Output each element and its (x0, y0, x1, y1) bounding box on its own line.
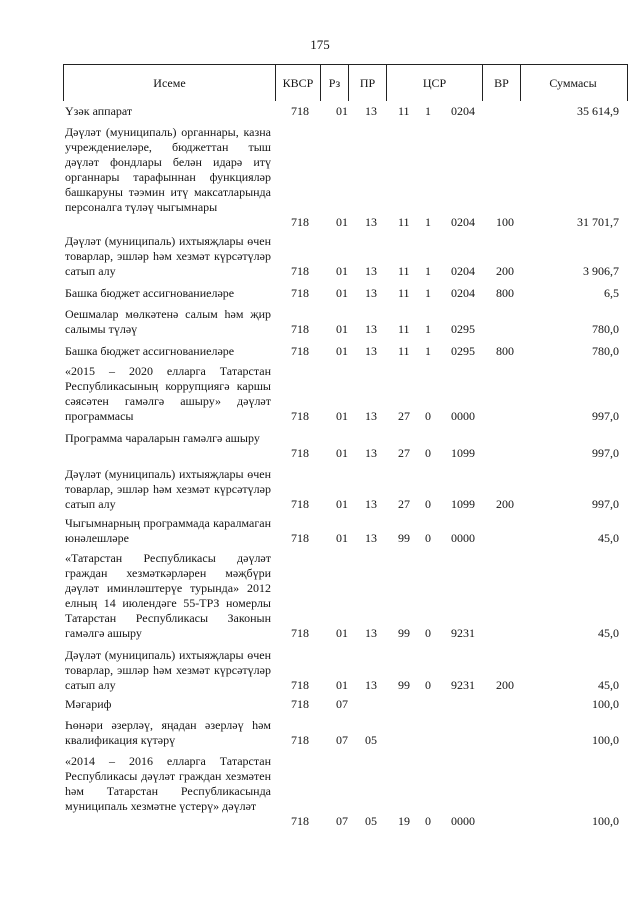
cell-csr-program: 99 (398, 678, 410, 692)
cell-name: «Татарстан Республикасы дәүләт граждан хезмәткәрләрен мәҗбүри дәүләт иминләштерүе турында» 2012 елның 14 июлендәге 55-ТРЗ номерлы Татарстан Республикасы Законын гамәлгә ашыру (65, 551, 271, 640)
cell-sum: 35 614,9 (577, 104, 619, 118)
cell-kvsr: 718 (291, 678, 309, 692)
cell-name: Программа чараларын гамәлгә ашыру (65, 431, 260, 445)
cell-csr-program: 99 (398, 531, 410, 545)
cell-pr: 13 (365, 531, 377, 545)
cell-csr-direction: 0204 (451, 264, 475, 278)
cell-csr-subprogram: 0 (425, 446, 431, 460)
cell-kvsr: 718 (291, 215, 309, 229)
cell-csr-program: 27 (398, 409, 410, 423)
header-sum: Суммасы (549, 75, 597, 90)
cell-name: Чыгымнарның программада каралмаган юнәлешләре (65, 516, 271, 545)
cell-csr-direction: 0295 (451, 344, 475, 358)
cell-csr-subprogram: 0 (425, 531, 431, 545)
cell-kvsr: 718 (291, 286, 309, 300)
cell-csr-program: 27 (398, 446, 410, 460)
cell-vr: 200 (496, 264, 514, 278)
cell-csr-direction: 9231 (451, 678, 475, 692)
cell-rz: 01 (336, 286, 348, 300)
cell-kvsr: 718 (291, 409, 309, 423)
cell-csr-subprogram: 1 (425, 264, 431, 278)
cell-pr: 13 (365, 344, 377, 358)
cell-kvsr: 718 (291, 531, 309, 545)
cell-rz: 01 (336, 215, 348, 229)
cell-pr: 13 (365, 322, 377, 336)
cell-rz: 01 (336, 264, 348, 278)
cell-vr: 800 (496, 344, 514, 358)
cell-vr: 200 (496, 497, 514, 511)
cell-pr: 13 (365, 678, 377, 692)
cell-kvsr: 718 (291, 446, 309, 460)
cell-csr-subprogram: 0 (425, 626, 431, 640)
cell-sum: 997,0 (592, 409, 619, 423)
cell-sum: 31 701,7 (577, 215, 619, 229)
page-number: 175 (310, 37, 330, 52)
cell-kvsr: 718 (291, 497, 309, 511)
cell-kvsr: 718 (291, 264, 309, 278)
cell-rz: 01 (336, 678, 348, 692)
cell-pr: 13 (365, 497, 377, 511)
cell-rz: 01 (336, 446, 348, 460)
cell-name: Башка бюджет ассигнованиеләре (65, 344, 235, 358)
cell-csr-direction: 0000 (451, 814, 475, 828)
cell-name: Оешмалар мөлкәтенә салым һәм җир салымы түләү (65, 307, 271, 336)
cell-csr-program: 11 (398, 215, 410, 229)
cell-csr-subprogram: 1 (425, 104, 431, 118)
cell-name: Үзәк аппарат (65, 104, 133, 118)
cell-csr-subprogram: 1 (425, 286, 431, 300)
cell-rz: 07 (336, 814, 348, 828)
cell-csr-program: 11 (398, 264, 410, 278)
cell-csr-subprogram: 1 (425, 215, 431, 229)
cell-pr: 13 (365, 264, 377, 278)
cell-csr-program: 11 (398, 286, 410, 300)
header-csr: ЦСР (387, 65, 483, 101)
cell-name: Дәүләт (муниципаль) ихтыяҗлары өчен товарлар, эшләр һәм хезмәт күрсәтүләр сатып алу (65, 234, 271, 278)
cell-csr-program: 11 (398, 344, 410, 358)
cell-pr: 13 (365, 409, 377, 423)
cell-rz: 01 (336, 409, 348, 423)
cell-sum: 3 906,7 (583, 264, 619, 278)
cell-csr-subprogram: 0 (425, 409, 431, 423)
cell-csr-subprogram: 0 (425, 814, 431, 828)
cell-kvsr: 718 (291, 322, 309, 336)
cell-csr-direction: 9231 (451, 626, 475, 640)
cell-rz: 01 (336, 344, 348, 358)
cell-csr-subprogram: 0 (425, 678, 431, 692)
cell-name: Һөнәри әзерләү, яңадан әзерләү һәм квалификация күтәрү (65, 718, 271, 747)
cell-rz: 07 (336, 733, 348, 747)
header-rz: Рз (321, 65, 349, 101)
cell-csr-program: 99 (398, 626, 410, 640)
cell-name: Дәүләт (муниципаль) ихтыяҗлары өчен товарлар, эшләр һәм хезмәт күрсәтүләр сатып алу (65, 467, 271, 511)
cell-csr-program: 11 (398, 104, 410, 118)
cell-pr: 05 (365, 733, 377, 747)
cell-kvsr: 718 (291, 626, 309, 640)
cell-csr-direction: 0295 (451, 322, 475, 336)
cell-sum: 100,0 (592, 814, 619, 828)
cell-pr: 13 (365, 104, 377, 118)
cell-vr: 800 (496, 286, 514, 300)
cell-csr-direction: 0000 (451, 531, 475, 545)
cell-sum: 6,5 (604, 286, 619, 300)
cell-name: «2014 – 2016 елларга Татарстан Республикасы дәүләт граждан хезмәтен һәм Татарстан Республикасында муниципаль хезмәтне үстерү» дәүләт (65, 754, 271, 813)
cell-kvsr: 718 (291, 104, 309, 118)
cell-sum: 100,0 (592, 733, 619, 747)
cell-rz: 01 (336, 322, 348, 336)
cell-rz: 07 (336, 697, 348, 711)
cell-csr-direction: 1099 (451, 446, 475, 460)
header-pr: ПР (349, 65, 387, 101)
cell-sum: 45,0 (598, 531, 619, 545)
cell-csr-subprogram: 1 (425, 322, 431, 336)
cell-pr: 13 (365, 286, 377, 300)
cell-sum: 780,0 (592, 344, 619, 358)
cell-pr: 13 (365, 626, 377, 640)
cell-rz: 01 (336, 531, 348, 545)
cell-sum: 997,0 (592, 446, 619, 460)
cell-rz: 01 (336, 497, 348, 511)
cell-csr-direction: 0000 (451, 409, 475, 423)
cell-csr-direction: 0204 (451, 286, 475, 300)
cell-vr: 200 (496, 678, 514, 692)
cell-csr-subprogram: 0 (425, 497, 431, 511)
cell-csr-program: 11 (398, 322, 410, 336)
cell-name: «2015 – 2020 елларга Татарстан Республикасының коррупциягә каршы сәясәтен гамәлгә ашыру» дәүләт программасы (65, 364, 271, 423)
cell-pr: 13 (365, 446, 377, 460)
cell-name: Дәүләт (муниципаль) ихтыяҗлары өчен товарлар, эшләр һәм хезмәт күрсәтүләр сатып алу (65, 648, 271, 692)
cell-pr: 13 (365, 215, 377, 229)
cell-csr-program: 19 (398, 814, 410, 828)
cell-kvsr: 718 (291, 814, 309, 828)
cell-name: Мәгариф (65, 697, 112, 711)
header-name: Исеме (64, 65, 276, 101)
cell-name: Башка бюджет ассигнованиеләре (65, 286, 235, 300)
cell-kvsr: 718 (291, 697, 309, 711)
cell-sum: 45,0 (598, 678, 619, 692)
header-vr: ВР (483, 65, 521, 101)
cell-kvsr: 718 (291, 733, 309, 747)
cell-pr: 05 (365, 814, 377, 828)
cell-csr-subprogram: 1 (425, 344, 431, 358)
cell-sum: 997,0 (592, 497, 619, 511)
cell-rz: 01 (336, 626, 348, 640)
cell-sum: 780,0 (592, 322, 619, 336)
cell-csr-direction: 0204 (451, 104, 475, 118)
cell-kvsr: 718 (291, 344, 309, 358)
cell-csr-direction: 0204 (451, 215, 475, 229)
cell-sum: 100,0 (592, 697, 619, 711)
cell-csr-direction: 1099 (451, 497, 475, 511)
cell-rz: 01 (336, 104, 348, 118)
cell-name: Дәүләт (муниципаль) органнары, казна учреждениеләре, бюджеттан тыш дәүләт фондлары белән идарә итү органнары тарафыннан функцияләр башкаруны тәэмин итү максатларында персоналга түләү чыгымнары (65, 125, 271, 214)
cell-csr-program: 27 (398, 497, 410, 511)
cell-vr: 100 (496, 215, 514, 229)
cell-sum: 45,0 (598, 626, 619, 640)
header-kvsr: КВСР (276, 65, 321, 101)
